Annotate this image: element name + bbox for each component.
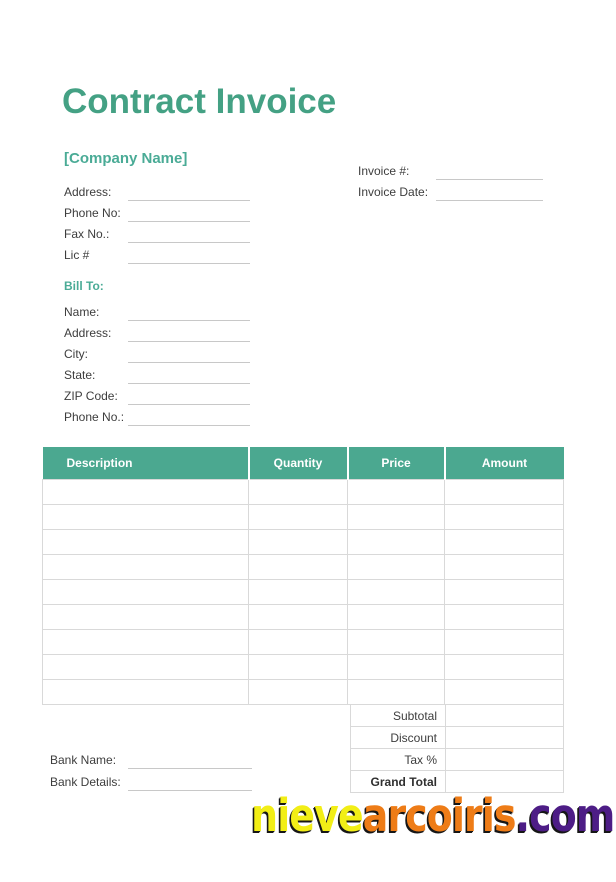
company-phone-label: Phone No: [64, 206, 121, 220]
item-price-cell[interactable] [348, 579, 445, 604]
item-quantity-cell[interactable] [249, 604, 348, 629]
billto-state-label: State: [64, 368, 96, 382]
billto-zip-input-line[interactable] [128, 390, 250, 405]
bank-details-row [50, 769, 252, 791]
billto-phone-label: Phone No.: [64, 410, 125, 424]
watermark-segment-arcoiris: arcoiris [362, 789, 516, 842]
items-header-row [43, 447, 564, 479]
bank-name-row [50, 747, 252, 769]
table-row [43, 554, 564, 579]
invoice-number-row [358, 159, 543, 180]
watermark-segment-com: .com [515, 789, 614, 842]
watermark-segment-nieve: nieve [250, 789, 363, 842]
item-price-cell[interactable] [348, 504, 445, 529]
billto-state-row [64, 363, 250, 384]
table-row [43, 629, 564, 654]
item-description-cell[interactable] [43, 679, 249, 704]
subtotal-label: Subtotal [351, 705, 446, 727]
column-header-price: Price [348, 447, 445, 479]
billto-zip-label: ZIP Code: [64, 389, 118, 403]
item-description-cell[interactable] [43, 604, 249, 629]
billto-zip-row [64, 384, 250, 405]
company-address-label: Address: [64, 185, 112, 199]
item-amount-cell[interactable] [445, 554, 564, 579]
item-description-cell[interactable] [43, 654, 249, 679]
item-price-cell[interactable] [348, 529, 445, 554]
item-price-cell[interactable] [348, 554, 445, 579]
item-amount-cell[interactable] [445, 479, 564, 504]
billto-city-input-line[interactable] [128, 348, 250, 363]
billto-city-label: City: [64, 347, 88, 361]
item-amount-cell[interactable] [445, 654, 564, 679]
invoice-date-input-line[interactable] [436, 186, 543, 201]
line-items-table [42, 447, 564, 705]
invoice-meta-section [358, 159, 543, 201]
company-fax-row [64, 222, 250, 243]
invoice-date-row [358, 180, 543, 201]
billto-city-row [64, 342, 250, 363]
company-phone-row [64, 201, 250, 222]
bank-details-label: Bank Details: [50, 775, 121, 789]
item-quantity-cell[interactable] [249, 504, 348, 529]
billto-name-label: Name: [64, 305, 100, 319]
item-quantity-cell[interactable] [249, 654, 348, 679]
item-description-cell[interactable] [43, 479, 249, 504]
invoice-number-input-line[interactable] [436, 165, 543, 180]
item-amount-cell[interactable] [445, 679, 564, 704]
billto-address-row [64, 321, 250, 342]
billto-address-label: Address: [64, 326, 112, 340]
bill-to-heading: Bill To: [64, 279, 104, 293]
item-quantity-cell[interactable] [249, 679, 348, 704]
company-fields-section [64, 180, 250, 264]
grand-total-label: Grand Total [351, 771, 446, 793]
column-header-quantity: Quantity [249, 447, 348, 479]
page-title: Contract Invoice [62, 82, 337, 121]
company-lic-input-line[interactable] [128, 249, 250, 264]
item-price-cell[interactable] [348, 479, 445, 504]
item-amount-cell[interactable] [445, 529, 564, 554]
discount-value-cell[interactable] [446, 727, 564, 749]
item-quantity-cell[interactable] [249, 479, 348, 504]
tax-value-cell[interactable] [446, 749, 564, 771]
bank-name-input-line[interactable] [128, 754, 252, 769]
subtotal-row [351, 705, 564, 727]
item-quantity-cell[interactable] [249, 529, 348, 554]
company-lic-row [64, 243, 250, 264]
item-amount-cell[interactable] [445, 504, 564, 529]
bill-to-section [64, 300, 250, 426]
discount-row [351, 727, 564, 749]
billto-state-input-line[interactable] [128, 369, 250, 384]
item-description-cell[interactable] [43, 579, 249, 604]
column-header-description: Description [43, 447, 249, 479]
site-watermark [251, 789, 614, 842]
company-phone-input-line[interactable] [128, 207, 250, 222]
item-price-cell[interactable] [348, 604, 445, 629]
item-amount-cell[interactable] [445, 579, 564, 604]
invoice-number-label: Invoice #: [358, 164, 410, 178]
invoice-date-label: Invoice Date: [358, 185, 429, 199]
company-address-row [64, 180, 250, 201]
billto-phone-row [64, 405, 250, 426]
bank-section [50, 747, 252, 791]
company-lic-label: Lic # [64, 248, 90, 262]
table-row [43, 654, 564, 679]
column-header-amount: Amount [445, 447, 564, 479]
item-description-cell[interactable] [43, 529, 249, 554]
item-description-cell[interactable] [43, 629, 249, 654]
company-fax-label: Fax No.: [64, 227, 110, 241]
table-row [43, 604, 564, 629]
discount-label: Discount [351, 727, 446, 749]
item-price-cell[interactable] [348, 654, 445, 679]
bank-details-input-line[interactable] [128, 776, 252, 791]
company-address-input-line[interactable] [128, 186, 250, 201]
tax-label: Tax % [351, 749, 446, 771]
item-description-cell[interactable] [43, 554, 249, 579]
table-row [43, 479, 564, 504]
billto-phone-input-line[interactable] [128, 411, 250, 426]
subtotal-value-cell[interactable] [446, 705, 564, 727]
item-quantity-cell[interactable] [249, 554, 348, 579]
bank-name-label: Bank Name: [50, 753, 117, 767]
company-fax-input-line[interactable] [128, 228, 250, 243]
table-row [43, 579, 564, 604]
billto-name-row [64, 300, 250, 321]
table-row [43, 504, 564, 529]
table-row [43, 679, 564, 704]
item-description-cell[interactable] [43, 504, 249, 529]
item-price-cell[interactable] [348, 679, 445, 704]
tax-row [351, 749, 564, 771]
item-price-cell[interactable] [348, 629, 445, 654]
totals-summary-table [350, 704, 564, 793]
table-row [43, 529, 564, 554]
company-name-placeholder: [Company Name] [64, 150, 188, 167]
item-amount-cell[interactable] [445, 629, 564, 654]
billto-address-input-line[interactable] [128, 327, 250, 342]
item-quantity-cell[interactable] [249, 579, 348, 604]
item-amount-cell[interactable] [445, 604, 564, 629]
billto-name-input-line[interactable] [128, 306, 250, 321]
item-quantity-cell[interactable] [249, 629, 348, 654]
